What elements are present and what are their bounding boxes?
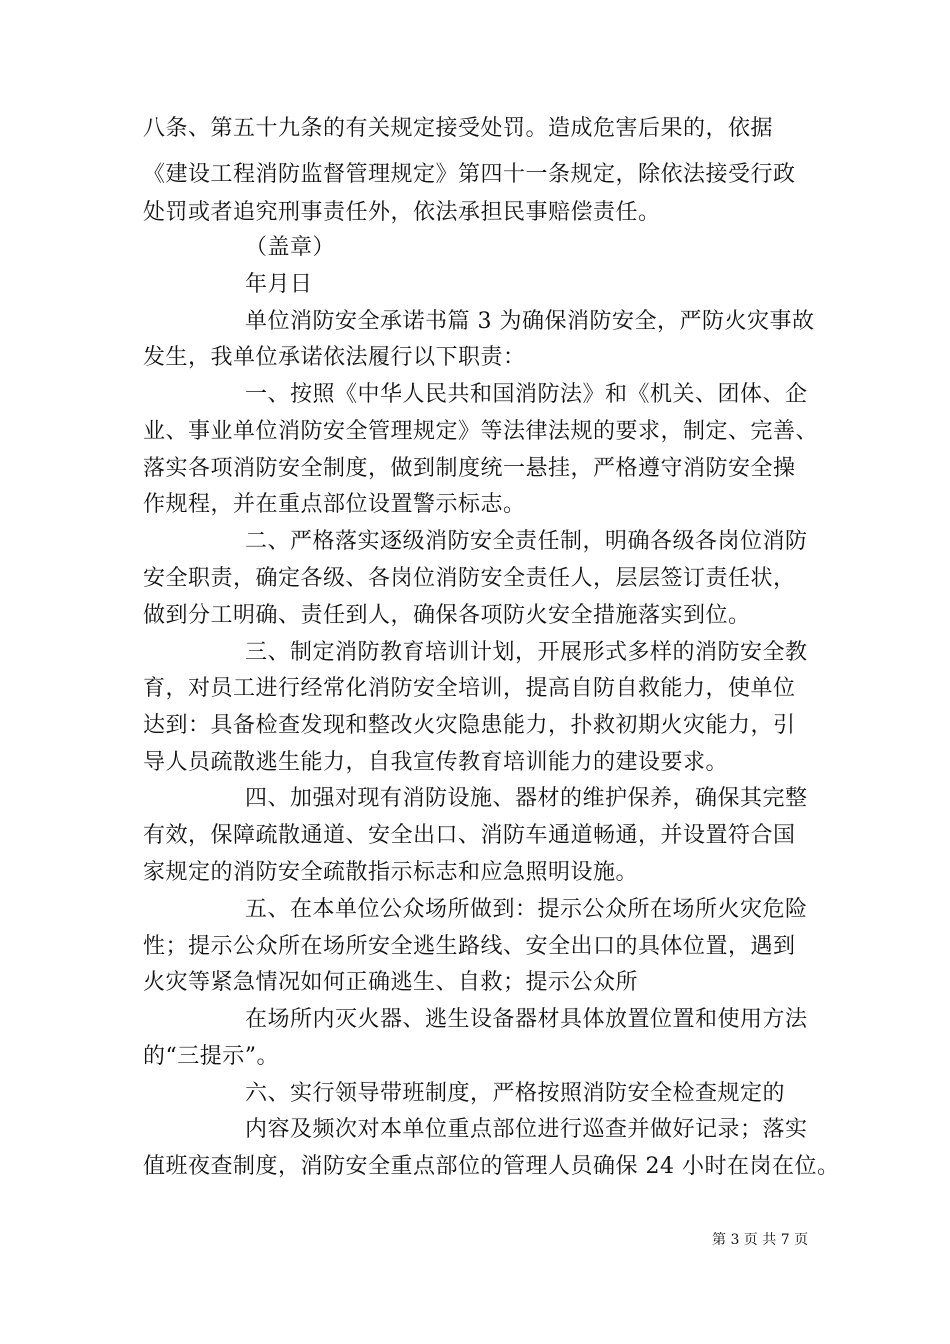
body-line: 五、在本单位公众场所做到：提示公众所在场所火灾危险 [245,897,808,922]
body-line: 业、事业单位消防安全管理规定》等法律法规的要求，制定、完善、 [143,419,819,444]
body-line: 二、严格落实逐级消防安全责任制，明确各级各岗位消防 [245,529,808,554]
body-line: 内容及频次对本单位重点部位进行巡查并做好记录；落实 [245,1117,808,1142]
body-line: 做到分工明确、责任到人，确保各项防火安全措施落实到位。 [143,603,751,628]
body-line: 值班夜查制度，消防安全重点部位的管理人员确保 24 小时在岗在位。 [143,1154,840,1179]
body-line: 一、按照《中华人民共和国消防法》和《机关、团体、企 [245,382,808,407]
body-line: 育，对员工进行经常化消防安全培训，提高自防自救能力，使单位 [143,676,796,701]
date-line: 年月日 [245,272,313,297]
body-line: 八条、第五十九条的有关规定接受处罚。造成危害后果的，依据 [143,116,774,141]
body-line: 在场所内灭火器、逃生设备器材具体放置位置和使用方法 [245,1007,808,1032]
body-line: 处罚或者追究刑事责任外，依法承担民事赔偿责任。 [143,200,661,225]
body-line: 落实各项消防安全制度，做到制度统一悬挂，严格遵守消防安全操 [143,456,796,481]
body-line: 导人员疏散逃生能力，自我宣传教育培训能力的建设要求。 [143,750,729,775]
body-line: 火灾等紧急情况如何正确逃生、自救；提示公众所 [143,970,639,995]
body-line: 六、实行领导带班制度，严格按照消防安全检查规定的 [245,1081,786,1106]
body-line: 家规定的消防安全疏散指示标志和应急照明设施。 [143,860,639,885]
body-line: 单位消防安全承诺书篇 3 为确保消防安全，严防火灾事故 [245,309,815,334]
body-line: 四、加强对现有消防设施、器材的维护保养，确保其完整 [245,786,808,811]
body-line: 的“三提示”。 [143,1044,279,1069]
seal-line: （盖章） [245,235,336,260]
body-line: 达到：具备检查发现和整改火灾隐患能力，扑救初期火灾能力，引 [143,713,796,738]
body-line: 作规程，并在重点部位设置警示标志。 [143,492,526,517]
body-line: 发生，我单位承诺依法履行以下职责： [143,345,526,370]
body-line: 《建设工程消防监督管理规定》第四十一条规定，除依法接受行政 [143,162,796,187]
page-number: 第 3 页 共 7 页 [712,1232,809,1248]
body-line: 性；提示公众所在场所安全逃生路线、安全出口的具体位置，遇到 [143,934,796,959]
body-line: 有效，保障疏散通道、安全出口、消防车通道畅通，并设置符合国 [143,823,796,848]
body-line: 安全职责，确定各级、各岗位消防安全责任人，层层签订责任状， [143,566,796,591]
body-line: 三、制定消防教育培训计划，开展形式多样的消防安全教 [245,640,808,665]
